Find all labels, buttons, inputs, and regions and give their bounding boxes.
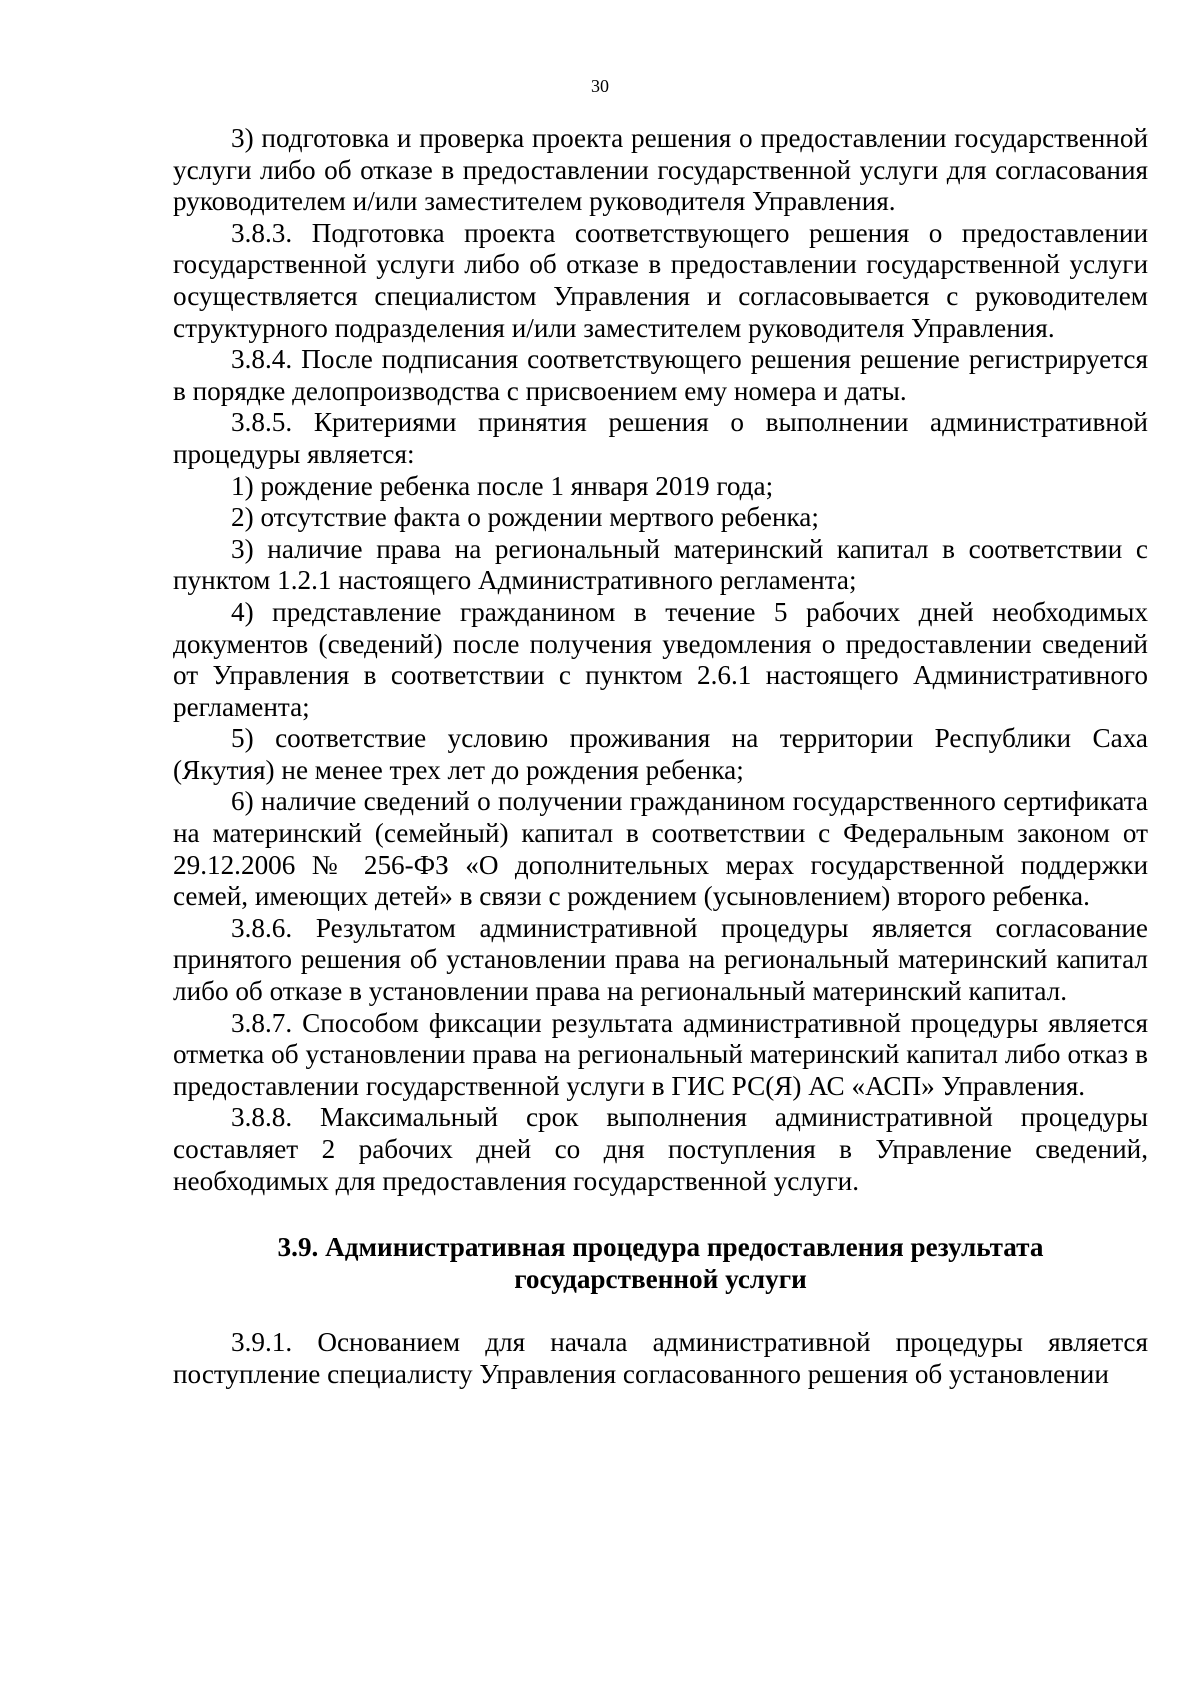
list-item: 3) наличие права на региональный материнский капитал в соответствии с пунктом 1.2.1 настоящего Административного регламента; bbox=[173, 533, 1148, 596]
paragraph: 3.8.7. Способом фиксации результата административной процедуры является отметка об установлении права на региональный материнский капитал либо отказ в предоставлении государственной услуги в ГИС РС(Я) АС «АСП» Управления. bbox=[173, 1007, 1148, 1101]
paragraph: 3.8.6. Результатом административной процедуры является согласование принятого решения об установлении права на региональный материнский капитал либо об отказе в установлении права на региональный материнский капитал. bbox=[173, 912, 1148, 1007]
list-item: 4) представление гражданином в течение 5 рабочих дней необходимых документов (сведений) после получения уведомления о предоставлении сведений от Управления в соответствии с пунктом 2.6.1 настоящего Административного регламента; bbox=[173, 596, 1148, 722]
paragraph: 3.8.5. Критериями принятия решения о выполнении административной процедуры является: bbox=[173, 407, 1148, 469]
list-item: 1) рождение ребенка после 1 января 2019 года; bbox=[231, 470, 774, 501]
list-item: 2) отсутствие факта о рождении мертвого ребенка; bbox=[231, 502, 819, 533]
page-number: 30 bbox=[591, 76, 609, 96]
paragraph: 3.8.3. Подготовка проекта соответствующего решения о предоставлении государственной услуги либо об отказе в предоставлении государственной услуги осуществляется специалистом Управления и согласовывается с руководителем структурного подразделения и/или заместителем руководителя Управления. bbox=[173, 217, 1148, 343]
section-heading bbox=[173, 1231, 1148, 1295]
list-item: 5) соответствие условию проживания на территории Республики Саха (Якутия) не менее трех лет до рождения ребенка; bbox=[173, 723, 1148, 785]
paragraph: 3.9.1. Основанием для начала административной процедуры является поступление специалисту Управления согласованного решения об установлении bbox=[173, 1327, 1148, 1389]
section-heading-line: 3.9. Административная процедура предоставления результата bbox=[277, 1232, 1044, 1263]
document-body bbox=[173, 123, 1148, 1390]
section-heading-line: государственной услуги bbox=[514, 1264, 807, 1295]
paragraph: 3) подготовка и проверка проекта решения о предоставлении государственной услуги либо об отказе в предоставлении государственной услуги для согласования руководителем и/или заместителем руководителя Управления. bbox=[173, 123, 1148, 217]
paragraph: 3.8.8. Максимальный срок выполнения административной процедуры составляет 2 рабочих дней со дня поступления в Управление сведений, необходимых для предоставления государственной услуги. bbox=[173, 1102, 1148, 1196]
paragraph: 3.8.4. После подписания соответствующего решения решение регистрируется в порядке делопроизводства с присвоением ему номера и даты. bbox=[173, 344, 1148, 406]
list-item: 6) наличие сведений о получении гражданином государственного сертификата на материнский (семейный) капитал в соответствии с Федеральным законом от 29.12.2006 № 256-ФЗ «О дополнительных мерах государственной поддержки семей, имеющих детей» в связи с рождением (усыновлением) второго ребенка. bbox=[173, 786, 1148, 912]
